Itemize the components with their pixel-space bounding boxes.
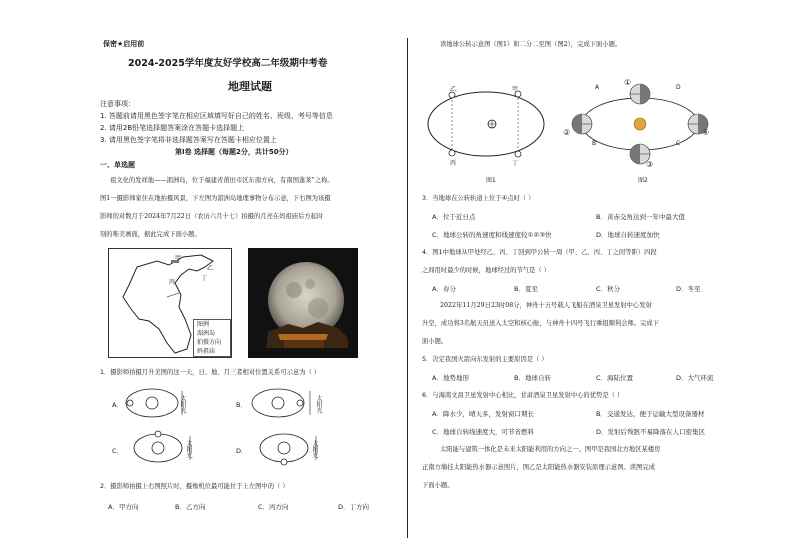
passage2-line: 2022年11月29日23时08分，神舟十五号载人飞船在酒泉卫星发射中心发射 [440,302,652,309]
secret-label: 保密★启用前 [103,40,145,48]
q1-option-c[interactable]: C． [112,447,124,455]
q4-stem-line1: 4．图1中地球从甲处经乙、丙、丁回到甲公转一周（甲、乙、丙、丁之间等距）四段 [422,249,657,256]
q4-stem-line2: 之间用时最少的时候，地球经过的节气是（ ） [422,267,550,274]
section-title: 第Ⅰ卷 选择题（每题2分，共计50分） [175,148,293,156]
orbit-label-bing: 丙 [450,160,457,167]
q1-stem: 1．摄影师拍摄月升美图的这一天，日、地、月三者相对位置关系可示意为（ ） [100,369,321,376]
fig2-marker-1: ① [624,78,632,87]
q1-option-a[interactable]: A． [112,401,123,409]
passage3-line: 下面小题。 [422,482,454,489]
q6-option-b[interactable]: B．交通发达，便于运输大型设备器材 [596,410,705,418]
passage-line: 图1一摄影师家住在地拍摄风景，下左图为湄洲岛地理事物分布示意，下右图为该摄 [100,195,331,202]
notes-item: 2. 请用2B铅笔选择题答案涂在答题卡选择题上 [100,124,245,132]
notes-item: 1. 答题前请用黑色签字笔在相应区域填写好自己的姓名、班级、考号等信息 [100,112,333,120]
q1-sunlight-d: 太阳光 [311,440,318,458]
passage-line: 祖文化的发祥地——湄洲岛，位于福建省莆田市区东南方向，有南国蓬莱”之称。 [110,177,334,184]
q6-option-c[interactable]: C．地球自转线速度大，可节省燃料 [432,428,535,436]
solstice-figure [560,78,720,174]
legend-island: 湄洲岛 [197,330,216,337]
passage3-line: 正南方墙挂太阳能热水器示意照片，图乙是太阳能热水器安装原理示意图。读图完成 [422,464,655,471]
legend-temple: 妈祖庙 [197,348,216,355]
fig2-marker-2: ② [563,128,571,137]
passage-line: 影师的对数月于2024年7月22日（农历六月十七）拍摄的月亮在妈祖庙后方起时 [100,213,324,220]
q2-option-d[interactable]: D．丁方向 [338,503,370,511]
q4-option-d[interactable]: D．冬至 [676,285,701,293]
q4-option-a[interactable]: A．春分 [432,285,456,293]
fig2-label-d: D [676,84,681,91]
map-label-jia: 甲 [175,255,182,262]
legend-direction: 拍摄方向 [197,339,222,346]
moon-photo [248,248,358,358]
q2-option-a[interactable]: A．甲方向 [108,503,139,511]
q2-stem: 2．摄影师拍摄上右图照片时，摄像机位最可能位于上左图中的（ ） [100,483,289,490]
map-label-bing: 丙 [169,279,176,286]
right-intro: 读地球公转示意图（图1）和二分二至图（图2），完成下面小题。 [440,41,622,48]
exam-title: 2024-2025学年度友好学校高二年级期中考卷 [128,58,328,69]
q1-sunlight-c: 太阳光 [185,440,192,458]
q5-option-b[interactable]: B．地球自转 [514,374,551,382]
fig2-marker-4: ④ [702,128,710,137]
subject-title: 地理试题 [228,80,272,93]
passage2-line: 升空，成功将3名航天员送入太空和核心舱，与神舟十四号飞行乘组顺利会师。完成下 [422,320,659,327]
fig2-caption: 图2 [638,177,648,184]
notes-item: 3. 请用黑色签字笔将非选择题答案写在答题卡相应位置上 [100,136,277,144]
q4-option-c[interactable]: C．秋分 [596,285,621,293]
q2-option-b[interactable]: B．乙方向 [175,503,206,511]
q3-option-d[interactable]: D．地球自转速度加快 [596,231,660,239]
legend-title: 图例 [197,321,210,328]
q6-option-d[interactable]: D．发射后残骸不易降落在人口密集区 [596,428,706,436]
q3-option-b[interactable]: B．黄赤交角达到一年中最大值 [596,213,685,221]
passage-line: 刻的唯美画面，据此完成下面小题。 [100,231,201,238]
island-map [108,248,232,358]
q1-diagram-b [248,385,318,423]
map-legend [193,319,231,357]
fig2-marker-3: ③ [646,160,654,169]
q3-option-a[interactable]: A．位于近日点 [432,213,476,221]
q5-option-d[interactable]: D．大气环流 [676,374,714,382]
passage3-line: 太阳能与建筑一体化是未来太阳能利用的方向之一。图甲是我国北方地区某楼房 [440,446,661,453]
orbit-label-ding: 丁 [512,160,519,167]
orbit-label-jia: 甲 [512,86,519,93]
orbit-figure [422,82,552,174]
section-sub: 一、单选题 [100,161,135,169]
q6-option-a[interactable]: A．降水少，晴天多，发射窗口期长 [432,410,534,418]
q5-option-a[interactable]: A．地势地形 [432,374,469,382]
fig2-label-c: C [676,140,681,147]
q4-option-b[interactable]: B．夏至 [514,285,538,293]
orbit-label-yi: 乙 [450,86,457,93]
column-divider [407,38,408,538]
q1-sunlight-b: 太阳光 [315,395,322,413]
q3-option-c[interactable]: C．地球公转的角速度和线速度较①②③快 [432,231,552,239]
earth-left [572,114,592,134]
q3-stem: 3．当地球在公转轨道上位于④点时（ ） [422,195,535,202]
q2-option-c[interactable]: C．丙方向 [258,503,289,511]
fig2-label-a: A [595,84,600,91]
moon-photo-art [248,248,358,358]
q1-sunlight-a: 太阳光 [179,395,186,413]
q5-stem: 5．决定我国火箭向东发射的主要原因是（ ） [422,356,548,363]
map-label-yi: 乙 [207,265,214,272]
fig1-caption: 图1 [486,177,496,184]
q5-option-c[interactable]: C．海陆位置 [596,374,634,382]
q6-stem: 6．与海南文昌卫星发射中心相比，甘肃酒泉卫星发射中心的优势是（ ） [422,392,624,399]
fig2-label-b: B [592,140,597,147]
map-label-ding: 丁 [201,275,208,282]
notes-heading: 注意事项： [100,100,135,108]
q1-option-b[interactable]: B． [236,401,247,409]
q1-option-d[interactable]: D． [236,447,248,455]
earth-top [630,84,650,104]
passage2-line: 面小题。 [422,338,448,345]
